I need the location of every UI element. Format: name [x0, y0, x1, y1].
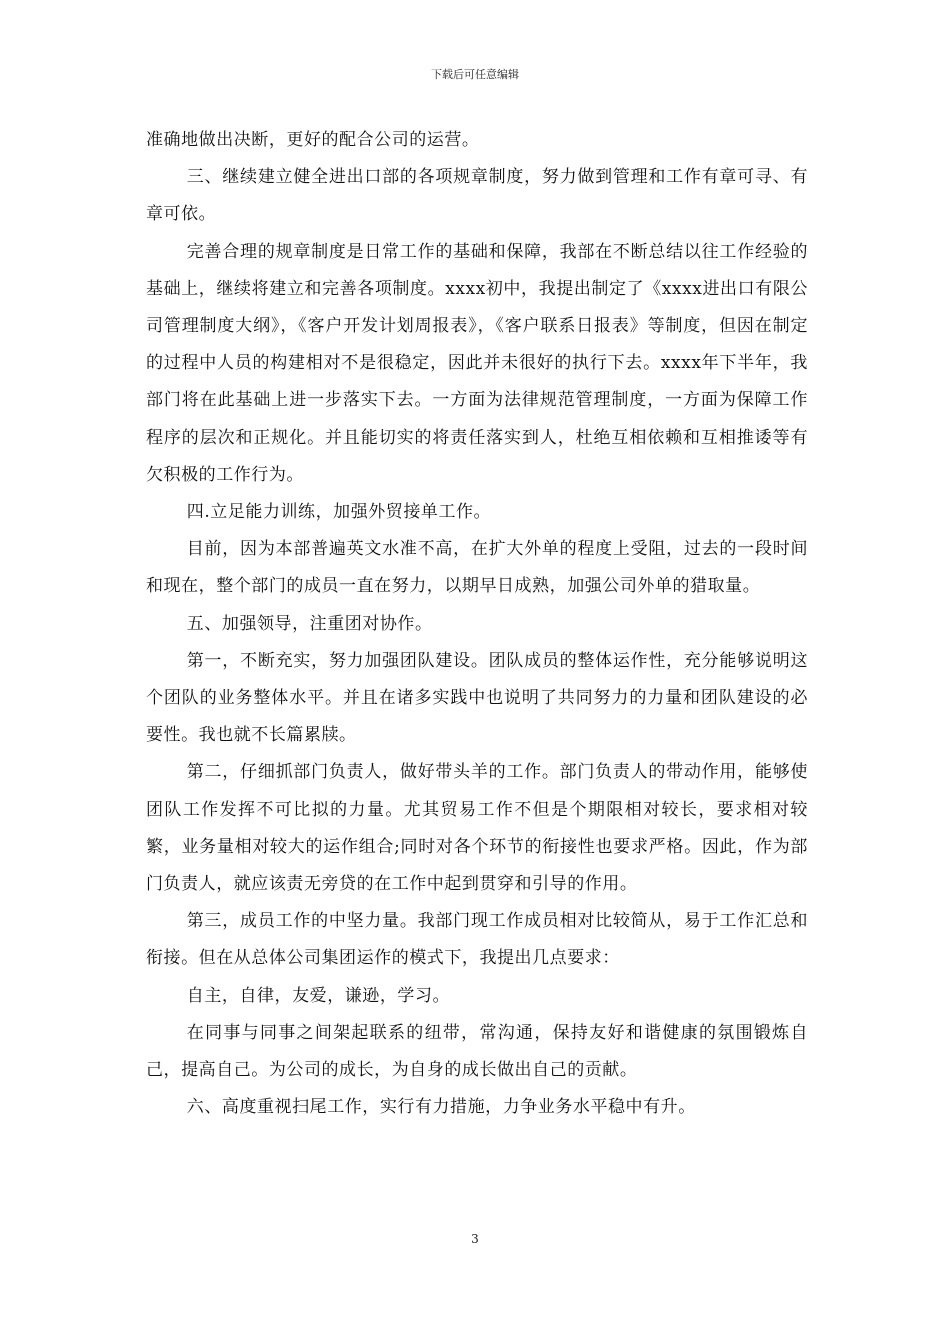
section-heading: 六、高度重视扫尾工作，实行有力措施，力争业务水平稳中有升。 [186, 1097, 696, 1118]
section-heading: 五、加强领导，注重团对协作。 [186, 613, 433, 634]
paragraph: 第三，成员工作的中坚力量。我部门现工作成员相对比较简从，易于工作汇总和衔接。但在从总体公司集团运作的模式下，我提出几点要求： [146, 911, 808, 969]
page-header: 下载后可任意编辑 [431, 68, 519, 81]
paragraph: 第二，仔细抓部门负责人，做好带头羊的工作。部门负责人的带动作用，能够使团队工作发挥不可比拟的力量。尤其贸易工作不但是个期限相对较长，要求相对较繁，业务量相对较大的运作组合;同时对各个环节的衔接性也要求严格。因此，作为部门负责人，就应该责无旁贷的在工作中起到贯穿和引导的作用。 [146, 762, 808, 895]
section-heading: 三、继续建立健全进出口部的各项规章制度，努力做到管理和工作有章可寻、有章可依。 [146, 167, 808, 225]
paragraph: 准确地做出决断，更好的配合公司的运营。 [146, 130, 480, 150]
paragraph: 第一，不断充实，努力加强团队建设。团队成员的整体运作性，充分能够说明这个团队的业务整体水平。并且在诸多实践中也说明了共同努力的力量和团队建设的必要性。我也就不长篇累牍。 [146, 650, 808, 746]
paragraph: 在同事与同事之间架起联系的纽带，常沟通，保持友好和谐健康的氛围锻炼自己，提高自己。为公司的成长，为自身的成长做出自己的贡献。 [146, 1022, 808, 1081]
paragraph: 自主，自律，友爱，谦逊，学习。 [186, 985, 451, 1006]
section-heading: 四.立足能力训练，加强外贸接单工作。 [186, 502, 492, 523]
page-number: 3 [471, 1232, 479, 1246]
document-body [146, 122, 808, 1126]
paragraph: 目前，因为本部普遍英文水准不高，在扩大外单的程度上受阻，过去的一段时间和现在，整个部门的成员一直在努力，以期早日成熟，加强公司外单的猎取量。 [146, 539, 808, 597]
paragraph: 完善合理的规章制度是日常工作的基础和保障，我部在不断总结以往工作经验的基础上，继续将建立和完善各项制度。xxxx初中，我提出制定了《xxxx进出口有限公司管理制度大纲》，《客户开发计划周报表》，《客户联系日报表》等制度，但因在制定的过程中人员的构建相对不是很稳定，因此并未很好的执行下去。xxxx年下半年，我部门将在此基础上进一步落实下去。一方面为法律规范管理制度，一方面为保障工作程序的层次和正规化。并且能切实的将责任落实到人，杜绝互相依赖和互相推诿等有欠积极的工作行为。 [146, 241, 808, 485]
